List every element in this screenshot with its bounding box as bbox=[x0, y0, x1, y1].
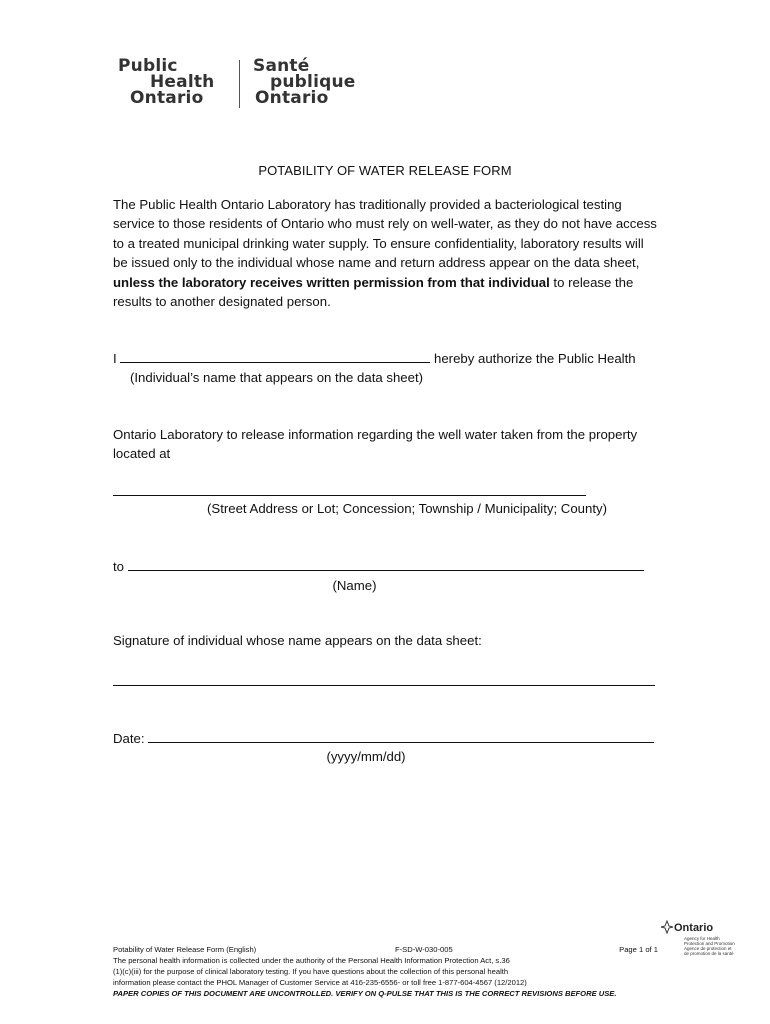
ontario-wordmark: Ontario bbox=[674, 922, 714, 934]
intro-text-2: to release the results to another designated person. bbox=[113, 274, 634, 310]
individual-name-field[interactable] bbox=[120, 350, 430, 363]
logo-en-line-1: Public bbox=[118, 56, 178, 76]
footer-line-3: (1)(c)(iii) for the purpose of clinical laboratory testing. If you have questions about the collection of this personal health bbox=[113, 967, 509, 976]
signature-label: Signature of individual whose name appears on the data sheet: bbox=[113, 633, 482, 648]
date-label: Date: bbox=[113, 731, 145, 746]
name-caption: (Name) bbox=[332, 578, 377, 593]
ontario-sub-3: Agence de protection et bbox=[684, 946, 732, 951]
authorize-prefix: I bbox=[113, 351, 117, 366]
ontario-government-logo bbox=[660, 918, 740, 966]
to-row bbox=[113, 558, 644, 574]
date-caption: (yyyy/mm/dd) bbox=[326, 749, 406, 764]
ontario-sub-1: Agency for Health bbox=[684, 936, 720, 941]
logo-english bbox=[118, 58, 233, 106]
logo-french bbox=[253, 58, 383, 106]
intro-bold-text: unless the laboratory receives written permission from that individual bbox=[113, 274, 550, 290]
address-field[interactable] bbox=[113, 494, 586, 496]
date-field[interactable] bbox=[148, 730, 654, 743]
address-caption: (Street Address or Lot; Concession; Township / Municipality; County) bbox=[207, 501, 607, 516]
date-row bbox=[113, 730, 654, 746]
footer-doc-code: F-SD-W-030-005 bbox=[395, 945, 453, 954]
intro-text-1: The Public Health Ontario Laboratory has traditionally provided a bacteriological testing service to those residents of Ontario who must rely on well-water, as they do not have access to a treated municipal drinking water supply. To ensure confidentiality, laboratory results will be issued only to the individual whose name and return address appear on the data sheet, bbox=[113, 197, 657, 271]
public-health-ontario-logo bbox=[118, 58, 378, 110]
trillium-icon bbox=[660, 920, 674, 934]
logo-fr-line-1: Santé bbox=[253, 56, 310, 76]
logo-en-line-2: Health bbox=[150, 72, 215, 92]
individual-caption: (Individual’s name that appears on the data sheet) bbox=[130, 370, 424, 385]
recipient-name-field[interactable] bbox=[128, 558, 644, 571]
release-paragraph: Ontario Laboratory to release information regarding the well water taken from the property located at bbox=[113, 427, 638, 462]
ontario-sub-4: de promotion de la santé bbox=[684, 951, 734, 956]
logo-fr-line-3: Ontario bbox=[255, 88, 329, 108]
ontario-agency-text bbox=[684, 936, 740, 956]
footer-doc-row bbox=[113, 944, 658, 955]
footer-line-2: The personal health information is collected under the authority of the Personal Health Information Protection Act, s.36 bbox=[113, 956, 510, 965]
footer-warning: PAPER COPIES OF THIS DOCUMENT ARE UNCONTROLLED. VERIFY ON Q-PULSE THAT THIS IS THE CORRECT REVISIONS BEFORE USE. bbox=[113, 989, 617, 998]
footer-doc-name: Potability of Water Release Form (English) bbox=[113, 945, 257, 954]
footer bbox=[113, 944, 658, 999]
authorize-row bbox=[113, 350, 636, 366]
to-label: to bbox=[113, 559, 124, 574]
authorize-suffix: hereby authorize the Public Health bbox=[434, 351, 636, 366]
signature-field[interactable] bbox=[113, 684, 655, 686]
logo-fr-line-2: publique bbox=[270, 72, 356, 92]
form-title: POTABILITY OF WATER RELEASE FORM bbox=[258, 163, 512, 178]
footer-line-4: information please contact the PHOL Manager of Customer Service at 416-235-6556- or toll free 1-877-604-4567 (12/2012) bbox=[113, 978, 527, 987]
intro-paragraph bbox=[113, 195, 658, 311]
logo-en-line-3: Ontario bbox=[130, 88, 204, 108]
footer-page-number: Page 1 of 1 bbox=[619, 945, 658, 954]
ontario-sub-2: Protection and Promotion bbox=[684, 941, 735, 946]
logo-divider bbox=[239, 60, 240, 108]
